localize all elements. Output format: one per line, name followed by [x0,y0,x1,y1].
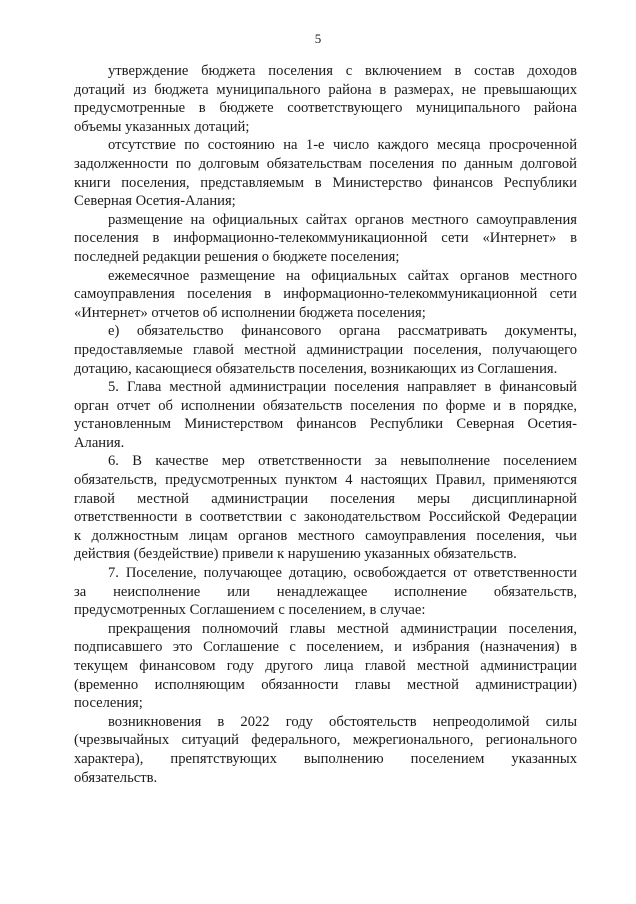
text-line: задолженности по долговым обязательствам поселения по данным долговой [74,155,577,172]
text-line: дотацию, касающиеся обязательств поселения, возникающих из Соглашения. [74,360,558,377]
text-line: (чрезвычайных ситуаций федерального, межрегионального, регионального [74,732,577,749]
text-line: за неисполнение или ненадлежащее исполнение обязательств, [74,583,577,600]
paragraph [74,322,577,378]
text-line: установленным Министерством финансов Республики Северная Осетия- [74,416,577,433]
paragraph [74,564,577,620]
text-line: характера), препятствующих выполнению поселением указанных [74,750,577,767]
paragraph [74,62,577,136]
text-line: «Интернет» отчетов об исполнении бюджета поселения; [74,304,426,321]
text-line: 7. Поселение, получающее дотацию, освобождается от ответственности [108,565,577,582]
text-line: (временно исполняющим обязанности главы местной администрации) [74,676,577,693]
paragraph [74,378,577,452]
text-line: обязательств. [74,769,158,786]
document-body [74,62,577,787]
paragraph [74,713,577,787]
paragraph [74,452,577,564]
text-line: возникновения в 2022 году обстоятельств непреодолимой силы [108,713,577,730]
text-line: книги поселения, представляемым в Министерство финансов Республики [74,174,577,191]
text-line: поселения; [74,695,143,712]
text-line: утверждение бюджета поселения с включением в состав доходов [108,63,577,79]
text-line: е) обязательство финансового органа рассматривать документы, [108,323,577,340]
text-line: 6. В качестве мер ответственности за невыполнение поселением [108,453,577,470]
text-line: обязательств, предусмотренных пунктом 4 настоящих Правил, применяются [74,472,577,489]
text-line: орган отчет об исполнении обязательств поселения по форме и в порядке, [74,397,577,414]
paragraph [74,267,577,323]
text-line: 5. Глава местной администрации поселения направляет в финансовый [108,379,577,396]
paragraph [74,211,577,267]
text-line: самоуправления поселения в информационно-телекоммуникационной сети [74,286,577,303]
text-line: объемы указанных дотаций; [74,118,250,135]
text-line: предусмотренные в бюджете соответствующего муниципального района [74,100,577,117]
text-line: к должностным лицам органов местного самоуправления поселения, чьи [74,527,577,544]
paragraph [74,620,577,713]
text-line: главой местной администрации поселения меры дисциплинарной [74,490,577,507]
text-line: поселения в информационно-телекоммуникационной сети «Интернет» в [74,230,577,247]
text-line: последней редакции решения о бюджете поселения; [74,248,400,265]
text-line: подписавшего это Соглашение с поселением, и избрания (назначения) в [74,639,577,656]
text-line: текущем финансовом году другого лица главой местной администрации [74,658,577,674]
text-line: прекращения полномочий главы местной администрации поселения, [108,620,577,637]
text-line: отсутствие по состоянию на 1-е число каждого месяца просроченной [108,137,577,154]
text-line: предоставляемые главой местной администрации поселения, получающего [74,341,577,358]
text-line: дотаций из бюджета муниципального района в размерах, не превышающих [74,81,577,98]
text-line: Алания. [74,434,125,451]
paragraph [74,136,577,210]
text-line: размещение на официальных сайтах органов местного самоуправления [108,211,577,228]
text-line: действия (бездействие) привели к нарушению указанных обязательств. [74,546,517,563]
text-line: Северная Осетия-Алания; [74,193,236,210]
text-line: предусмотренных Соглашением с поселением, в случае: [74,602,426,619]
page-number: 5 [314,31,322,46]
text-line: ежемесячное размещение на официальных сайтах органов местного [108,267,577,284]
text-line: ответственности в соответствии с законодательством Российской Федерации [74,509,577,526]
